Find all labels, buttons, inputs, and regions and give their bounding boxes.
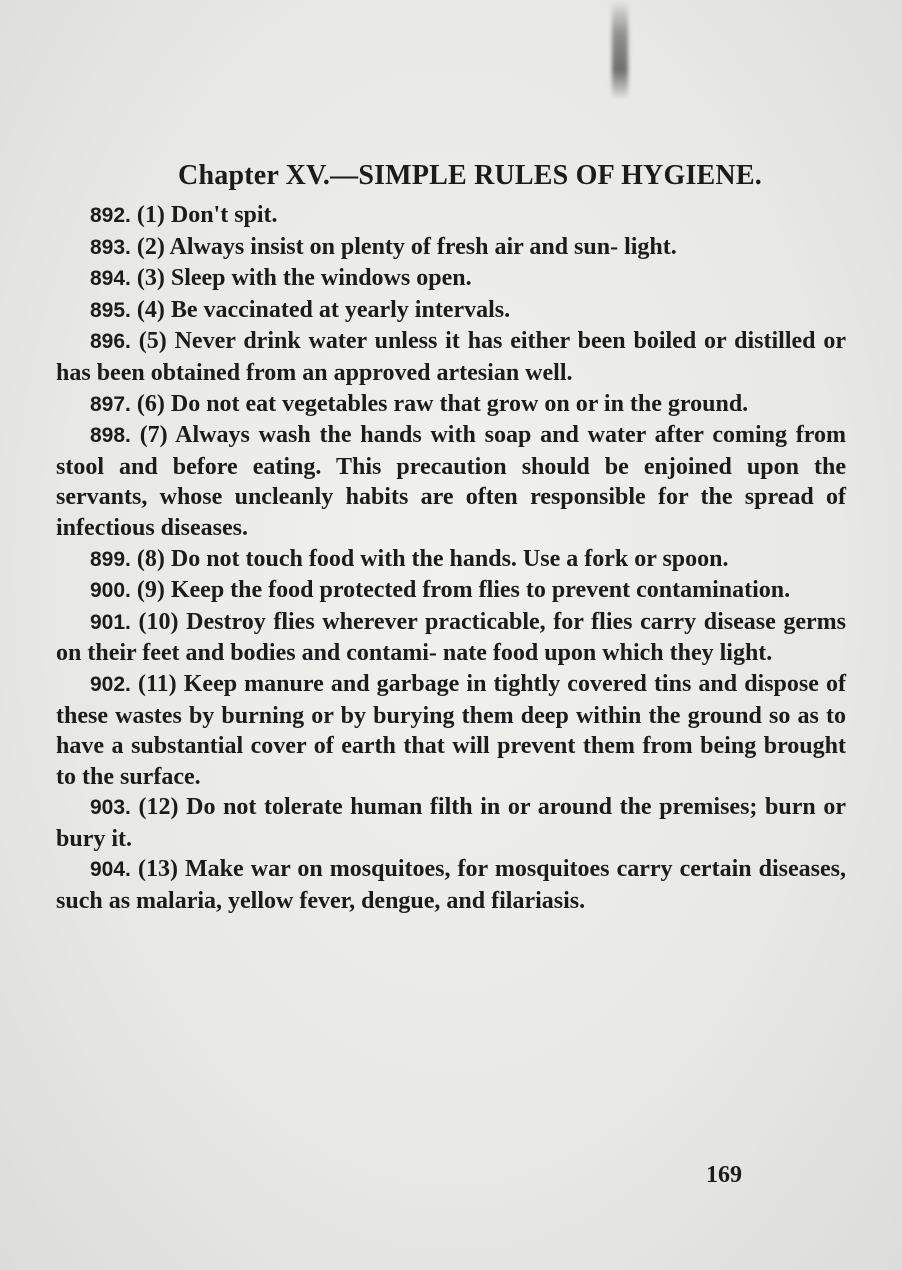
rule-894 bbox=[56, 263, 846, 295]
rule-896 bbox=[56, 326, 846, 388]
rule-number: 897. bbox=[90, 392, 131, 416]
rule-number: 902. bbox=[90, 672, 131, 696]
page-text bbox=[56, 158, 846, 917]
rule-903 bbox=[56, 792, 846, 854]
rule-number: 903. bbox=[90, 796, 131, 820]
chapter-title: Chapter XV.—SIMPLE RULES OF HYGIENE. bbox=[178, 160, 762, 191]
rule-898 bbox=[56, 420, 846, 543]
ink-smudge bbox=[612, 0, 628, 100]
rule-text: (10) Destroy flies wherever practicable, for flies carry disease germs on their feet and bodies and contami- nate food upon which they light. bbox=[56, 608, 847, 667]
rule-number: 896. bbox=[90, 330, 131, 354]
rule-text: (3) Sleep with the windows open. bbox=[136, 265, 472, 292]
rule-text: (2) Always insist on plenty of fresh air and sun- light. bbox=[136, 233, 677, 260]
rule-text: (7) Always wash the hands with soap and water after coming from stool and before eating. This precaution should be enjoined upon the servants, whose uncleanly habits are often responsible for the spread of infectious diseases. bbox=[56, 422, 846, 541]
rule-text: (1) Don't spit. bbox=[136, 202, 278, 228]
rule-text: (12) Do not tolerate human filth in or around the premises; burn or bury it. bbox=[56, 794, 846, 852]
rule-number: 894. bbox=[90, 267, 131, 291]
rule-904 bbox=[56, 854, 846, 916]
rule-text: (11) Keep manure and garbage in tightly covered tins and dispose of these wastes by burning or by burying them deep within the ground so as to have a substantial cover of earth that will prevent them from being brought to the surface. bbox=[56, 670, 846, 790]
rule-number: 899. bbox=[90, 547, 131, 571]
rule-number: 895. bbox=[90, 298, 131, 322]
page-number: 169 bbox=[706, 1162, 742, 1188]
rule-895 bbox=[56, 295, 846, 327]
rule-893 bbox=[56, 232, 846, 264]
rule-number: 901. bbox=[90, 610, 131, 634]
rule-901 bbox=[56, 607, 846, 669]
rule-text: (4) Be vaccinated at yearly intervals. bbox=[136, 296, 511, 323]
rule-number: 893. bbox=[90, 235, 131, 259]
rule-902 bbox=[56, 669, 846, 792]
rule-number: 900. bbox=[90, 579, 131, 603]
rule-900 bbox=[56, 575, 846, 607]
rule-text: (8) Do not touch food with the hands. Use a fork or spoon. bbox=[136, 545, 729, 572]
rule-number: 904. bbox=[90, 858, 131, 882]
rule-text: (5) Never drink water unless it has either been boiled or distilled or has been obtained from an approved artesian well. bbox=[56, 328, 846, 386]
rule-text: (13) Make war on mosquitoes, for mosquitoes carry certain diseases, such as malaria, yellow fever, dengue, and filariasis. bbox=[56, 856, 846, 915]
rule-897 bbox=[56, 389, 846, 421]
rule-899 bbox=[56, 544, 846, 576]
rule-number: 892. bbox=[90, 204, 131, 227]
rule-number: 898. bbox=[90, 424, 131, 448]
rule-892 bbox=[56, 200, 846, 232]
rule-text: (6) Do not eat vegetables raw that grow on or in the ground. bbox=[136, 390, 749, 417]
rule-text: (9) Keep the food protected from flies to prevent contamination. bbox=[136, 577, 791, 604]
